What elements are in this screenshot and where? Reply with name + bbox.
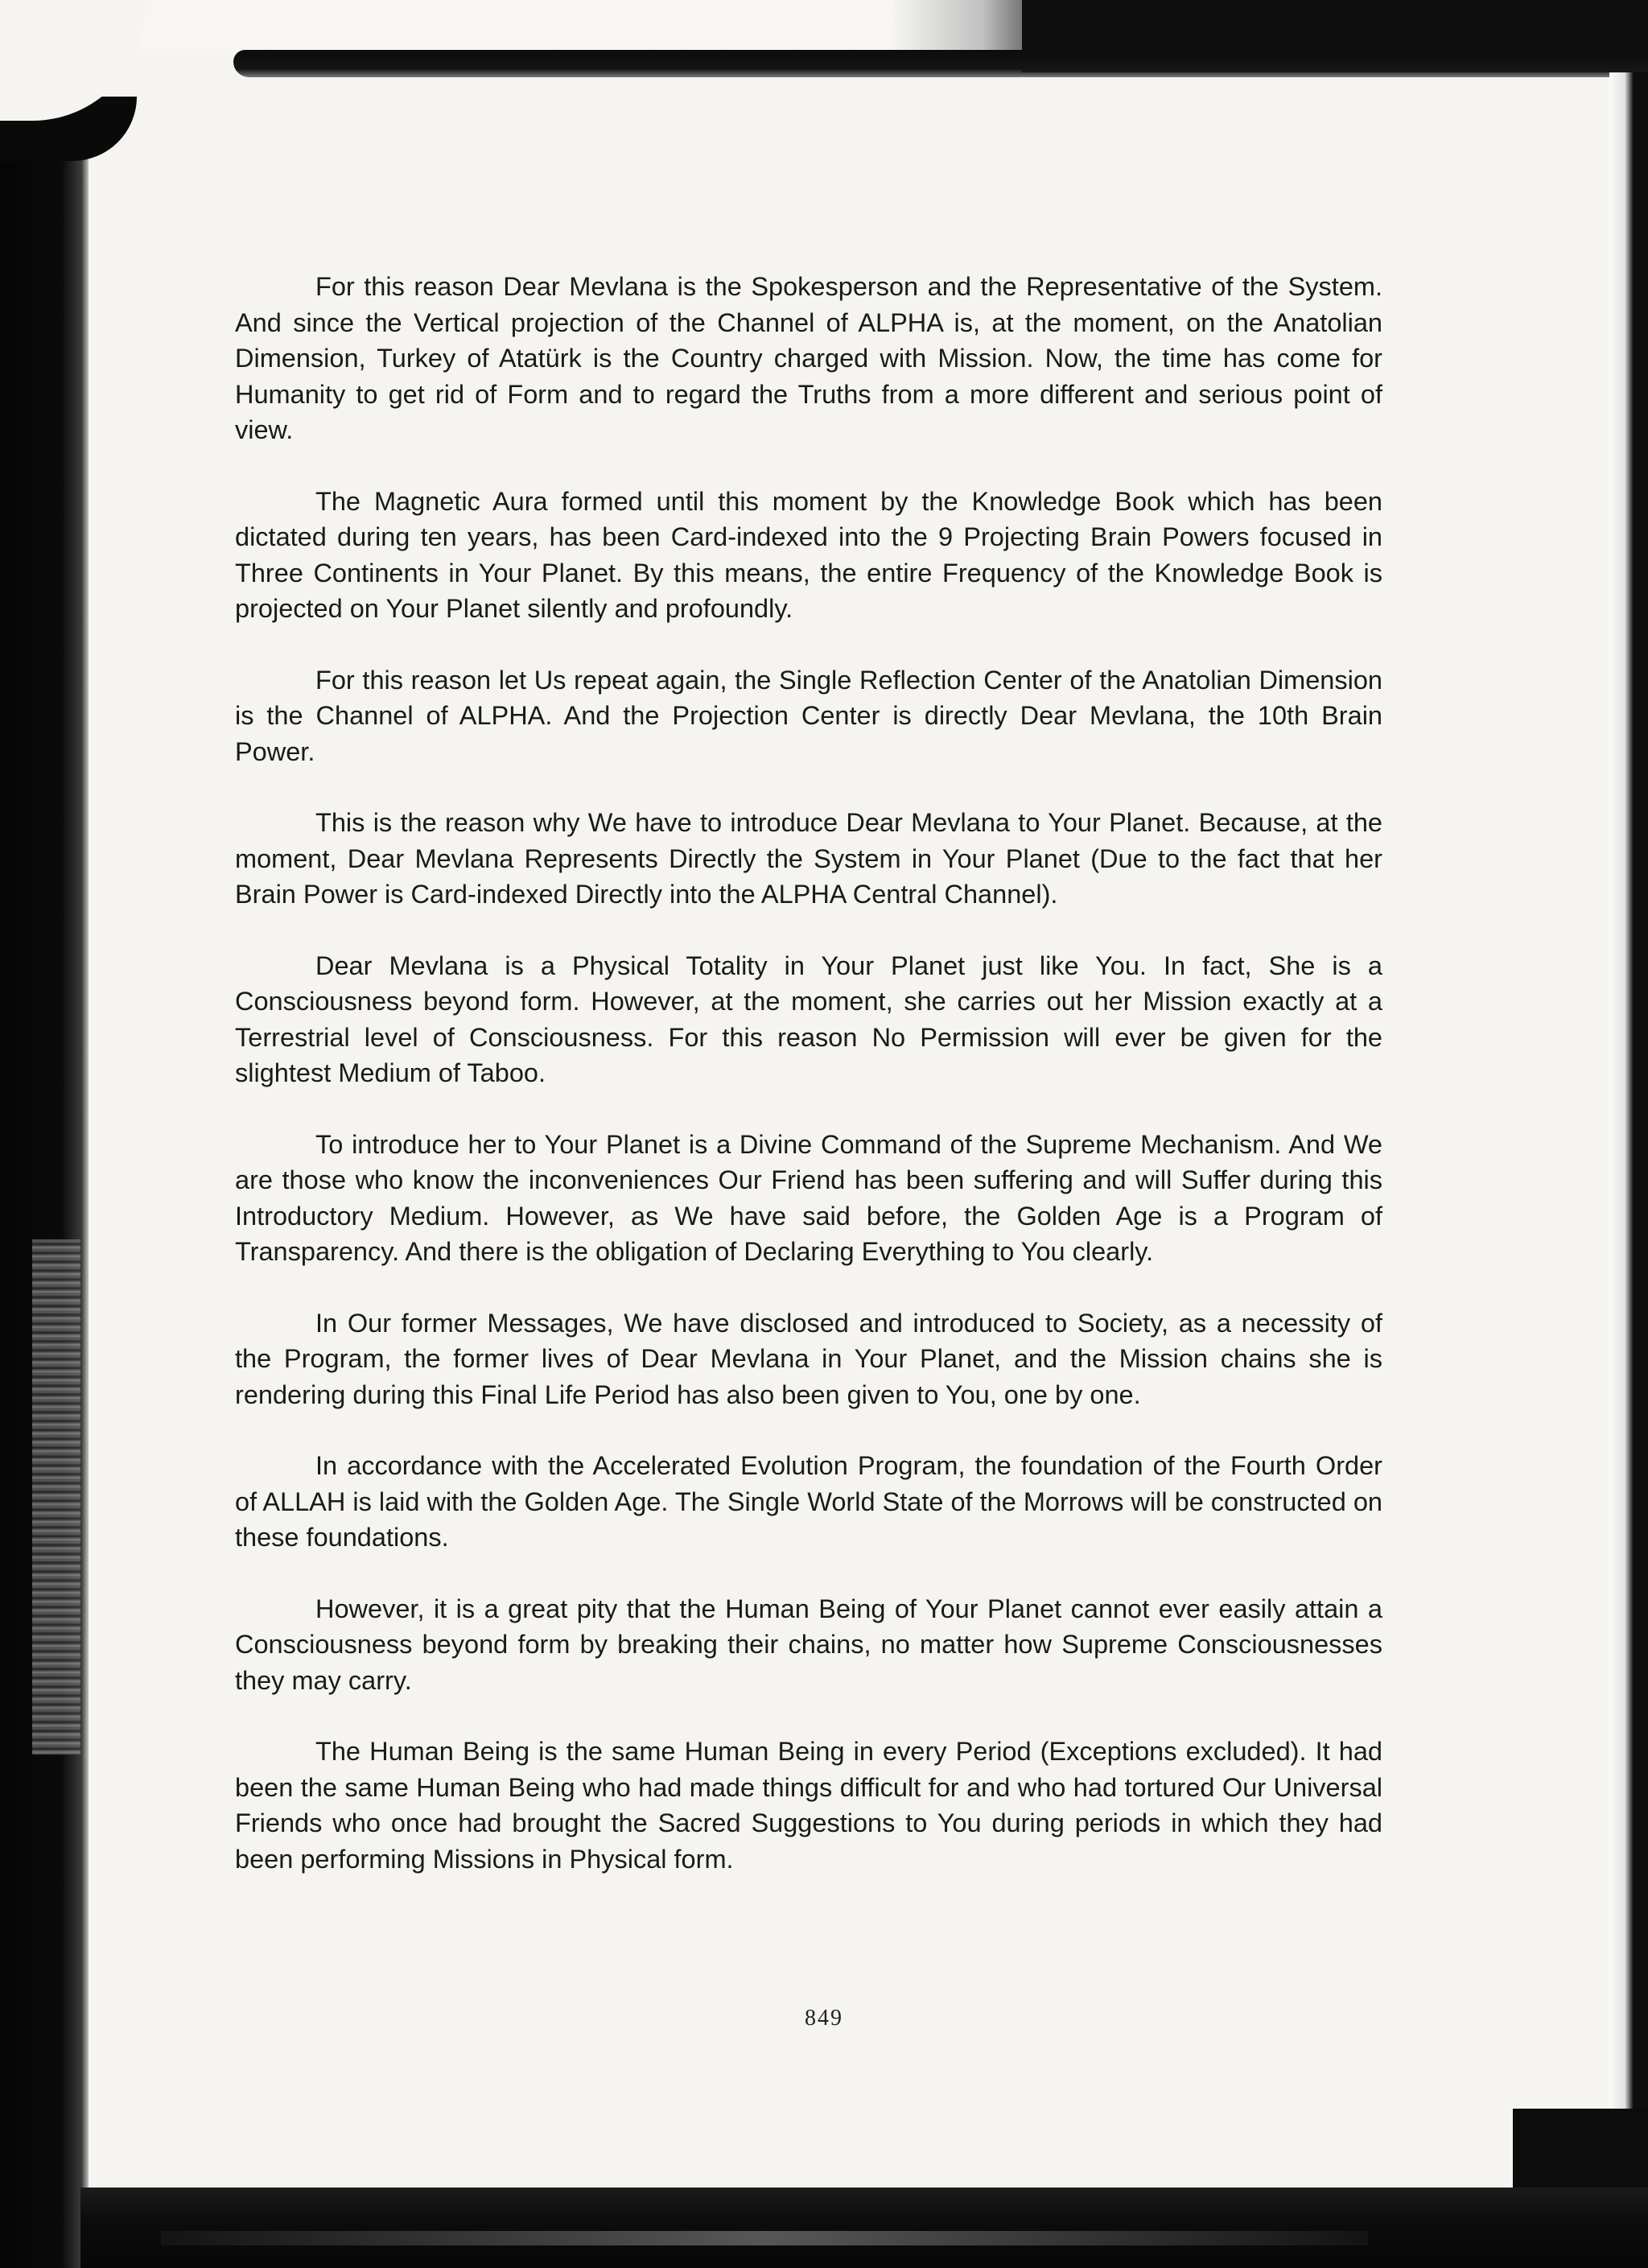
paragraph: The Magnetic Aura formed until this moment by the Knowledge Book which has been dictated during ten years, has been Card-indexed into the 9 Projecting Brain Powers focused in Three Continents in Your Planet. By this means, the entire Frequency of the Knowledge Book is projected on Your Planet silently and profoundly.	[235, 486, 1382, 623]
paragraph: To introduce her to Your Planet is a Divine Command of the Supreme Mechanism. And We are those who know the inconveniences Our Friend has been suffering and will Suffer during this Introductory Medium. However, as We have said before, the Golden Age is a Program of Transparency. And there is the obligation of Declaring Everything to You clearly.	[235, 1129, 1382, 1266]
paragraph: For this reason Dear Mevlana is the Spokesperson and the Representative of the System. And since the Vertical projection of the Channel of ALPHA is, at the moment, on the Anatolian Dimension, Turkey of Atatürk is the Country charged with Mission. Now, the time has come for Humanity to get rid of Form and to regard the Truths from a more different and serious point of view.	[235, 272, 1382, 444]
paragraph: For this reason let Us repeat again, the Single Reflection Center of the Anatolian Dimension is the Channel of ALPHA. And the Projection Center is directly Dear Mevlana, the 10th Brain Power.	[235, 665, 1382, 766]
paragraph: Dear Mevlana is a Physical Totality in Your Planet just like You. In fact, She is a Consciousness beyond form. However, at the moment, she carries out her Mission exactly at a Terrestrial level of Consciousness. For this reason No Permission will ever be given for the slightest Medium of Taboo.	[235, 950, 1382, 1087]
scan-bottom-right-corner	[1513, 2109, 1648, 2197]
page-body	[235, 269, 1382, 1912]
scan-bottom-glare	[161, 2231, 1368, 2245]
paragraph: The Human Being is the same Human Being in every Period (Exceptions excluded). It had been the same Human Being who had made things difficult for and who had tortured Our Universal Friends who once had brought the Sacred Suggestions to You during periods in which they had been performing Missions in Physical form.	[235, 1737, 1382, 1874]
paragraph: In Our former Messages, We have disclosed and introduced to Society, as a necessity of the Program, the former lives of Dear Mevlana in Your Planet, and the Mission chains she is rendering during this Final Life Period has also been given to You, one by one.	[235, 1308, 1382, 1409]
scan-right-edge	[1609, 72, 1648, 2268]
paragraph: However, it is a great pity that the Human Being of Your Planet cannot ever easily attain a Consciousness beyond form by breaking their chains, no matter how Supreme Consciousnesses they may carry.	[235, 1594, 1382, 1695]
paragraph: In accordance with the Accelerated Evolution Program, the foundation of the Fourth Order of ALLAH is laid with the Golden Age. The Single World State of the Morrows will be constructed on these foundations.	[235, 1451, 1382, 1552]
paragraph: This is the reason why We have to introduce Dear Mevlana to Your Planet. Because, at the moment, Dear Mevlana Represents Directly the System in Your Planet (Due to the fact that her Brain Power is Card-indexed Directly into the ALPHA Central Channel).	[235, 808, 1382, 909]
page-number: 849	[805, 2006, 843, 2031]
scan-left-binding-shadow	[0, 121, 89, 2268]
scan-bottom-edge	[80, 2188, 1648, 2268]
scan-top-edge	[233, 50, 1648, 77]
scan-left-noise	[32, 1239, 80, 1755]
